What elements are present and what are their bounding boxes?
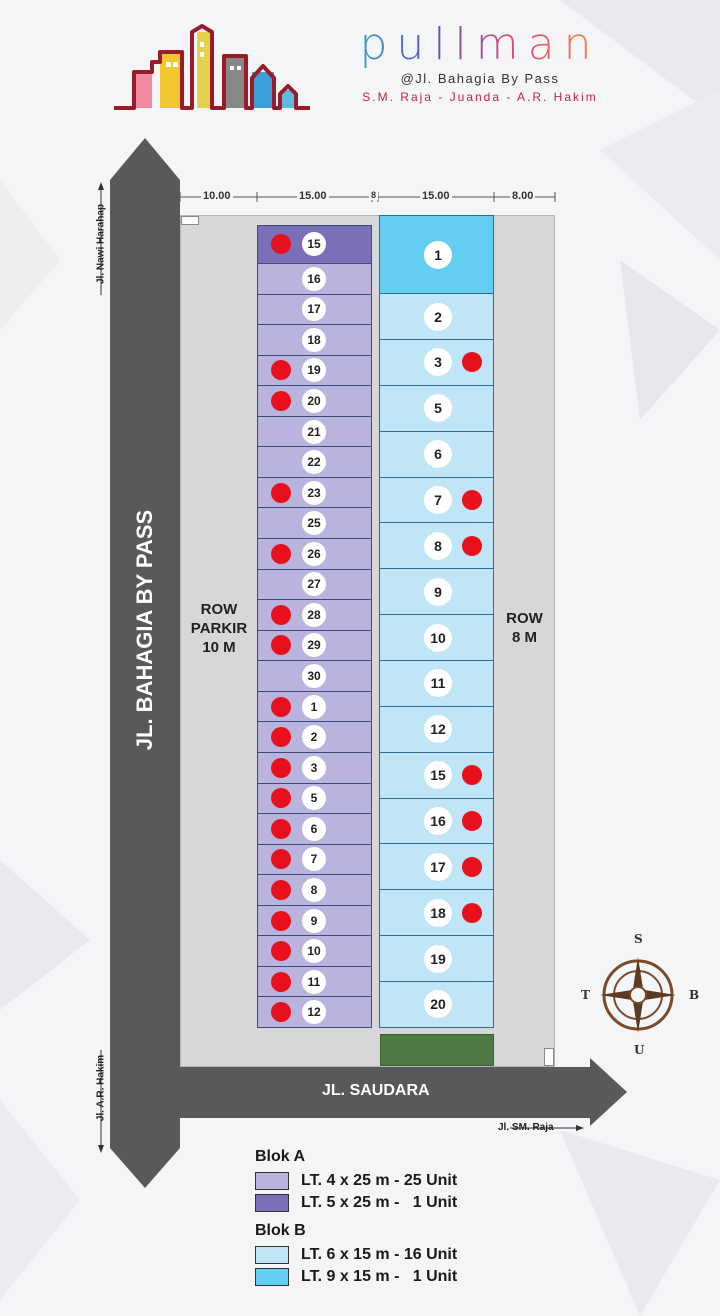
blok-b-lot-number: 15: [424, 761, 452, 789]
blok-a-lot[interactable]: [257, 631, 372, 662]
blok-a-lot[interactable]: [257, 508, 372, 539]
compass-north: S: [634, 932, 643, 946]
blok-a-lot-number: 8: [302, 878, 326, 902]
blok-a-lot[interactable]: [257, 386, 372, 417]
blok-b-lot[interactable]: [379, 294, 494, 340]
blok-a-lot-number: 5: [302, 786, 326, 810]
blok-b-lot-number: 17: [424, 853, 452, 881]
sold-marker: [271, 483, 291, 503]
blok-b-lot-number: 11: [424, 669, 452, 697]
sold-marker: [271, 819, 291, 839]
blok-a-lot-number: 20: [302, 389, 326, 413]
legend-swatch: [255, 1194, 289, 1212]
blok-a-lot[interactable]: [257, 478, 372, 509]
blok-b-lot[interactable]: [379, 340, 494, 386]
legend-blok-a-heading: Blok A: [255, 1148, 306, 1165]
blok-a-lot-number: 21: [302, 420, 326, 444]
site-marker: [544, 1048, 554, 1066]
blok-a-lot-number: 11: [302, 970, 326, 994]
blok-b-lot[interactable]: [379, 707, 494, 753]
sold-marker: [271, 1002, 291, 1022]
blok-b-lot-number: 2: [424, 303, 452, 331]
blok-a-lot-number: 22: [302, 450, 326, 474]
legend-label: LT. 9 x 15 m - 1 Unit: [301, 1268, 458, 1285]
blok-a-lot-number: 2: [302, 725, 326, 749]
legend-swatch: [255, 1172, 289, 1190]
blok-a-lot-number: 26: [302, 542, 326, 566]
legend-row: [255, 1244, 555, 1266]
blok-b-lot-number: 20: [424, 990, 452, 1018]
blok-a-lot-number: 7: [302, 847, 326, 871]
legend-blok-b-heading: Blok B: [255, 1222, 306, 1239]
dimension-label: 8.00: [512, 190, 534, 202]
compass-icon: [598, 955, 678, 1035]
blok-b-lot[interactable]: [379, 569, 494, 615]
blok-a-lot-number: 1: [302, 695, 326, 719]
blok-a-lot[interactable]: [257, 753, 372, 784]
sold-marker: [462, 490, 482, 510]
blok-a-lot-number: 15: [302, 232, 326, 256]
sold-marker: [462, 536, 482, 556]
blok-a-lot-number: 29: [302, 633, 326, 657]
sold-marker: [271, 911, 291, 931]
blok-b-lot-number: 16: [424, 807, 452, 835]
blok-b-lot-number: 8: [424, 532, 452, 560]
blok-b-column: [379, 215, 494, 1028]
blok-b-lot[interactable]: [379, 432, 494, 478]
sold-marker: [462, 903, 482, 923]
compass-east: B: [689, 988, 700, 1002]
blok-a-lot[interactable]: [257, 875, 372, 906]
dimension-label: 10.00: [203, 190, 231, 202]
compass-south: U: [634, 1043, 645, 1057]
blok-a-lot-number: 23: [302, 481, 326, 505]
blok-a-lot[interactable]: [257, 997, 372, 1028]
blok-a-lot[interactable]: [257, 906, 372, 937]
blok-a-lot[interactable]: [257, 447, 372, 478]
arhakim-road-label: Jl. A.R. Hakim: [95, 1054, 107, 1122]
blok-b-lot[interactable]: [379, 936, 494, 982]
blok-b-lot-number: 12: [424, 715, 452, 743]
legend-row: [255, 1192, 555, 1214]
blok-b-lot-number: 3: [424, 348, 452, 376]
blok-a-lot-number: 16: [302, 267, 326, 291]
blok-b-lot-number: 18: [424, 899, 452, 927]
blok-b-lot[interactable]: [379, 615, 494, 661]
sold-marker: [271, 972, 291, 992]
brand-address: @Jl. Bahagia By Pass: [400, 71, 560, 86]
legend-swatch: [255, 1268, 289, 1286]
blok-b-lot-number: 5: [424, 394, 452, 422]
blok-a-lot-number: 17: [302, 297, 326, 321]
sold-marker: [271, 391, 291, 411]
sold-marker: [271, 635, 291, 655]
blok-b-lot-number: 1: [424, 241, 452, 269]
blok-a-lot-number: 12: [302, 1000, 326, 1024]
sold-marker: [271, 234, 291, 254]
sold-marker: [462, 857, 482, 877]
blok-b-lot[interactable]: [379, 982, 494, 1028]
sold-marker: [271, 605, 291, 625]
blok-a-lot[interactable]: [257, 225, 372, 264]
nawi-road-label: Jl. Nawi Harahap: [95, 203, 107, 285]
blok-a-lot[interactable]: [257, 570, 372, 601]
sold-marker: [271, 941, 291, 961]
blok-a-lot[interactable]: [257, 967, 372, 998]
blok-a-lot-number: 18: [302, 328, 326, 352]
blok-a-lot-number: 27: [302, 572, 326, 596]
blok-a-lot[interactable]: [257, 936, 372, 967]
sold-marker: [271, 880, 291, 900]
legend-label: LT. 4 x 25 m - 25 Unit: [301, 1172, 458, 1189]
blok-a-lot[interactable]: [257, 295, 372, 326]
blok-a-lot[interactable]: [257, 661, 372, 692]
legend-label: LT. 6 x 15 m - 16 Unit: [301, 1246, 458, 1263]
sold-marker: [462, 811, 482, 831]
dimension-label: 15.00: [422, 190, 450, 202]
blok-a-lot-number: 10: [302, 939, 326, 963]
dimension-label: 15.00: [299, 190, 327, 202]
blok-a-lot[interactable]: [257, 814, 372, 845]
blok-b-lot[interactable]: [379, 753, 494, 799]
blok-b-lot-number: 19: [424, 945, 452, 973]
sold-marker: [271, 788, 291, 808]
site-marker: [181, 216, 199, 225]
blok-b-lot-number: 6: [424, 440, 452, 468]
sold-marker: [271, 758, 291, 778]
brand-roads: S.M. Raja - Juanda - A.R. Hakim: [362, 90, 598, 104]
blok-a-lot[interactable]: [257, 264, 372, 295]
legend-row: [255, 1170, 555, 1192]
blok-a-lot-number: 25: [302, 511, 326, 535]
blok-a-lot[interactable]: [257, 722, 372, 753]
row-parkir-label: ROW PARKIR 10 M: [190, 601, 248, 656]
legend-swatch: [255, 1246, 289, 1264]
blok-a-lot-number: 19: [302, 358, 326, 382]
brand-name: pullman: [340, 20, 620, 70]
blok-b-lot-number: 10: [424, 624, 452, 652]
blok-b-lot[interactable]: [379, 661, 494, 707]
blok-b-lot[interactable]: [379, 386, 494, 432]
blok-a-lot[interactable]: [257, 539, 372, 570]
row-right-label: ROW 8 M: [506, 610, 543, 646]
sold-marker: [462, 352, 482, 372]
blok-a-lot-number: 6: [302, 817, 326, 841]
blok-b-lot[interactable]: [379, 890, 494, 936]
blok-a-lot[interactable]: [257, 356, 372, 387]
blok-a-lot-number: 28: [302, 603, 326, 627]
blok-b-lot-number: 9: [424, 578, 452, 606]
dimension-label: 8: [371, 190, 377, 200]
compass-west: T: [581, 988, 590, 1002]
blok-a-lot[interactable]: [257, 600, 372, 631]
garden-area: [380, 1034, 494, 1066]
blok-a-lot[interactable]: [257, 784, 372, 815]
main-road-label: JL. BAHAGIA BY PASS: [132, 509, 157, 751]
blok-b-lot[interactable]: [379, 478, 494, 524]
legend-label: LT. 5 x 25 m - 1 Unit: [301, 1194, 458, 1211]
legend: [255, 1148, 555, 1288]
blok-b-lot[interactable]: [379, 523, 494, 569]
blok-a-lot[interactable]: [257, 417, 372, 448]
blok-a-lot-number: 3: [302, 756, 326, 780]
blok-a-lot-number: 9: [302, 909, 326, 933]
smraja-road-label: Jl. SM. Raja: [498, 1122, 554, 1133]
blok-b-lot[interactable]: [379, 799, 494, 845]
blok-b-lot[interactable]: [379, 844, 494, 890]
sold-marker: [271, 360, 291, 380]
blok-a-lot[interactable]: [257, 845, 372, 876]
blok-a-column: [257, 225, 372, 1028]
blok-b-lot[interactable]: [379, 215, 494, 294]
sold-marker: [271, 697, 291, 717]
blok-a-lot[interactable]: [257, 325, 372, 356]
bottom-road-label: JL. SAUDARA: [322, 1082, 430, 1099]
blok-a-lot-number: 30: [302, 664, 326, 688]
blok-a-lot[interactable]: [257, 692, 372, 723]
legend-row: [255, 1266, 555, 1288]
sold-marker: [271, 727, 291, 747]
sold-marker: [271, 849, 291, 869]
sold-marker: [271, 544, 291, 564]
sold-marker: [462, 765, 482, 785]
blok-b-lot-number: 7: [424, 486, 452, 514]
